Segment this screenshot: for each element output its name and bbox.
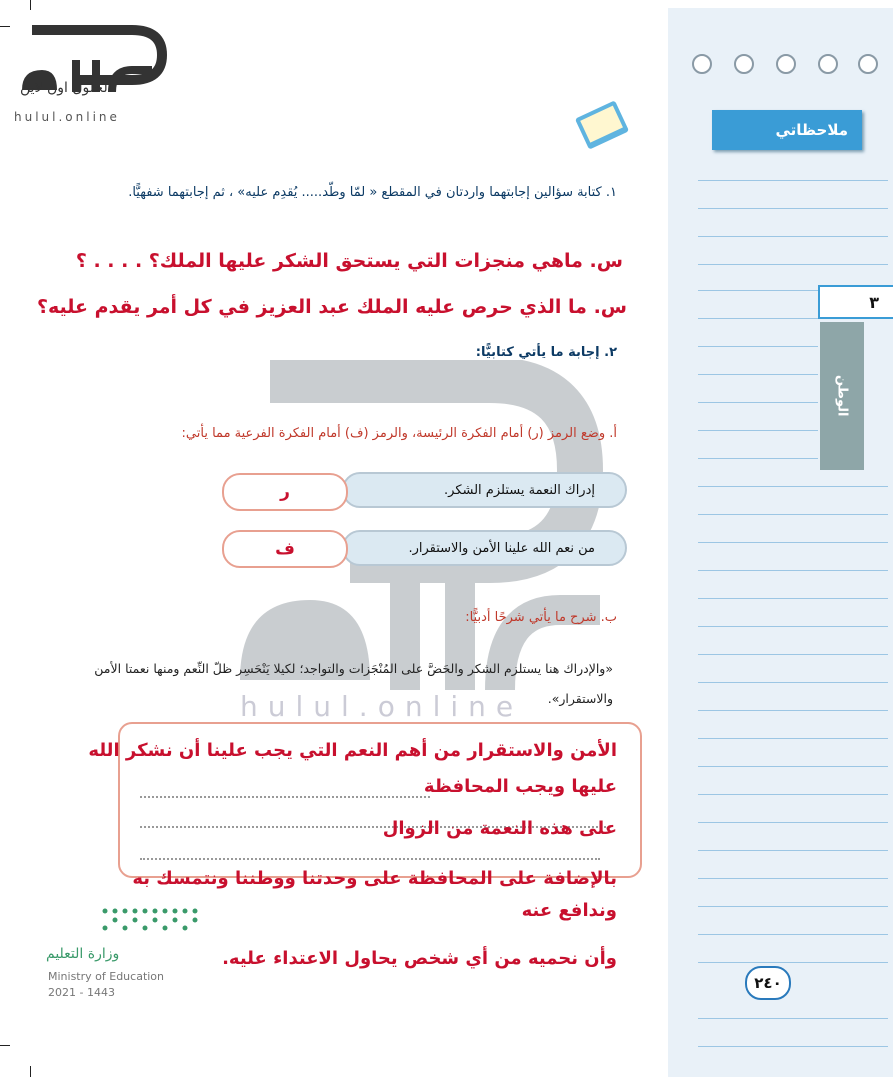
ruled-line [698, 738, 888, 739]
handwritten-question-2: س. ما الذي حرص عليه الملك عبد العزيز في كل أمر يقدم عليه؟ [36, 296, 627, 318]
answer-line: الأمن والاستقرار من أهم النعم التي يجب علينا أن نشكر الله [88, 740, 617, 761]
ruled-line [698, 402, 818, 403]
ruled-line [698, 710, 888, 711]
crop-mark [0, 1045, 10, 1046]
binder-hole [776, 54, 796, 74]
quoted-passage: «والإدراك هنا يستلزم الشكر والحَضَّ على المُنْجَزات والتواجد؛ لكيلا يَنْحَسِر ظلّ النِّعم ومنها نعمتا الأمن والاستقرار». [94, 661, 613, 706]
crop-mark [30, 1066, 31, 1077]
handwritten-question-1: س. ماهي منجزات التي يستحق الشكر عليها الملك؟ . . . . ؟ [75, 250, 623, 272]
ruled-line [698, 934, 888, 935]
logo-latin: hulul.online [14, 110, 120, 124]
page-number: ٢٤٠ [745, 966, 791, 1000]
ruled-line [698, 962, 888, 963]
ruled-line [698, 374, 818, 375]
ruled-line [698, 318, 818, 319]
answer-line: بالإضافة على المحافظة على وحدتنا ووطننا ونتمسك به [132, 868, 617, 889]
ruled-line [698, 766, 888, 767]
ruled-line [698, 542, 888, 543]
idea-text: إدراك النعمة يستلزم الشكر. [444, 482, 595, 498]
answer-line: على هذه النعمة من الزوال [382, 818, 617, 839]
answer-line: عليها ويجب المحافظة [423, 776, 617, 797]
idea-pill-1 [342, 472, 627, 508]
task-b-instruction: ب. شرح ما يأتي شرحًا أدبيًّا: [465, 610, 617, 625]
ruled-line [698, 486, 888, 487]
binder-hole [692, 54, 712, 74]
ruled-line [698, 236, 888, 237]
task-2-instruction: ٢. إجابة ما يأتي كتابيًّا: [475, 345, 617, 360]
ruled-line [698, 878, 888, 879]
ruled-line [698, 458, 818, 459]
binder-hole [734, 54, 754, 74]
binder-hole [818, 54, 838, 74]
ruled-line [698, 906, 888, 907]
ruled-line [698, 180, 888, 181]
idea-answer-1[interactable]: ر [222, 473, 348, 511]
ruled-line [698, 208, 888, 209]
ministry-name-english: Ministry of Education [48, 970, 165, 983]
ruled-line [698, 1046, 888, 1047]
binder-hole [858, 54, 878, 74]
task-1-instruction: ١. كتابة سؤالين إجابتهما واردتان في المقطع « لمّا وطّد..... يُقدِم عليه» ، ثم إجابتهما شفهيًّا. [128, 185, 617, 200]
ministry-logo-icon [100, 906, 200, 932]
dotted-line [140, 796, 430, 798]
task-a-instruction: أ. وضع الرمز (ر) أمام الفكرة الرئيسة، والرمز (ف) أمام الفكرة الفرعية مما يأتي: [181, 426, 617, 441]
crop-mark [0, 26, 10, 27]
ruled-line [698, 850, 888, 851]
answer-line: وأن نحميه من أي شخص يحاول الاعتداء عليه. [222, 948, 617, 969]
ruled-line [698, 290, 818, 291]
ministry-name-arabic: وزارة التعليم [46, 946, 120, 962]
crop-mark [30, 0, 31, 10]
dotted-line [140, 858, 600, 860]
ruled-line [698, 1018, 888, 1019]
notes-label: ملاحظاتي [712, 110, 862, 150]
idea-answer-2[interactable]: ف [222, 530, 348, 568]
unit-number-tab: ٣ [818, 285, 893, 319]
notebook-icon [575, 100, 629, 149]
ruled-line [698, 514, 888, 515]
edition-year: 2021 - 1443 [48, 986, 115, 999]
watermark-latin: hulul.online [240, 690, 524, 723]
ruled-line [698, 430, 818, 431]
idea-pill-2 [342, 530, 627, 566]
ruled-line [698, 682, 888, 683]
idea-text: من نعم الله علينا الأمن والاستقرار. [408, 540, 595, 556]
ruled-line [698, 346, 818, 347]
logo-arabic: الحلول اون لاين [20, 80, 112, 96]
ruled-line [698, 570, 888, 571]
answer-line: وندافع عنه [521, 900, 617, 921]
ruled-line [698, 822, 888, 823]
ruled-line [698, 794, 888, 795]
binder-holes [688, 54, 888, 74]
ruled-line [698, 654, 888, 655]
unit-title-tab: الوطن [820, 322, 864, 470]
ruled-line [698, 264, 888, 265]
ruled-line [698, 626, 888, 627]
ruled-line [698, 598, 888, 599]
